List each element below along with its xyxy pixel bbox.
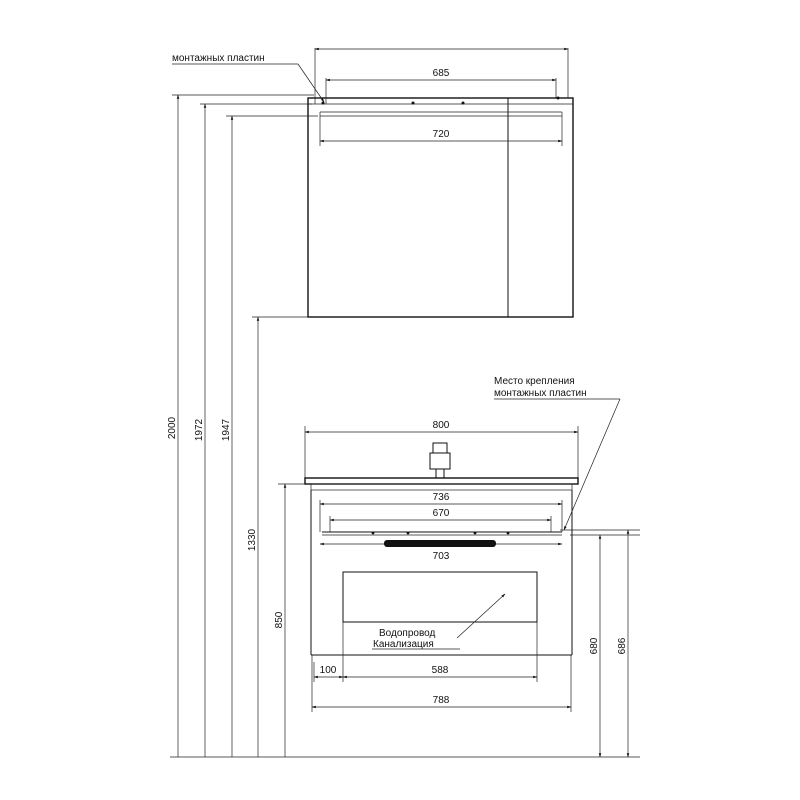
dimension-1972-label: 1972: [194, 418, 205, 442]
dimension-670: [330, 508, 551, 532]
dimension-736-label: 736: [432, 492, 450, 503]
dimension-588-label: 588: [431, 665, 449, 676]
dimension-686-label: 686: [617, 637, 628, 655]
dimension-1947-label: 1947: [221, 418, 232, 442]
dimension-850-label: 850: [274, 611, 285, 629]
dimension-680-label: 680: [589, 637, 600, 655]
water-supply-label: Водопровод: [379, 628, 436, 639]
height-dimensions: [167, 95, 640, 757]
dimension-703-label: 703: [432, 551, 450, 562]
dimension-2000-label: 2000: [167, 416, 178, 440]
dimension-703: [320, 540, 562, 562]
mount-place-label-1: Место крепления: [494, 376, 575, 387]
dimension-800-label: 800: [432, 420, 450, 431]
mount-place-label-2: монтажных пластин: [494, 388, 587, 399]
dimension-788: [312, 655, 571, 712]
vanity-top: [305, 420, 578, 490]
dimension-670-label: 670: [432, 508, 450, 519]
dimension-788-label: 788: [432, 695, 450, 706]
utilities-zone: [343, 572, 537, 622]
mount-place-callout: [494, 376, 620, 530]
dimension-720: [320, 112, 562, 146]
sewerage-label: Канализация: [373, 639, 434, 650]
faucet: [430, 443, 450, 478]
dimension-685-label: 685: [432, 68, 450, 79]
dimension-100-label: 100: [319, 665, 337, 676]
dimension-1330-label: 1330: [247, 528, 258, 552]
mounting-rail: [322, 532, 640, 535]
dimension-720-label: 720: [432, 129, 450, 140]
top-plates-label: монтажных пластин: [172, 53, 265, 64]
drawer-handle: [384, 540, 496, 547]
